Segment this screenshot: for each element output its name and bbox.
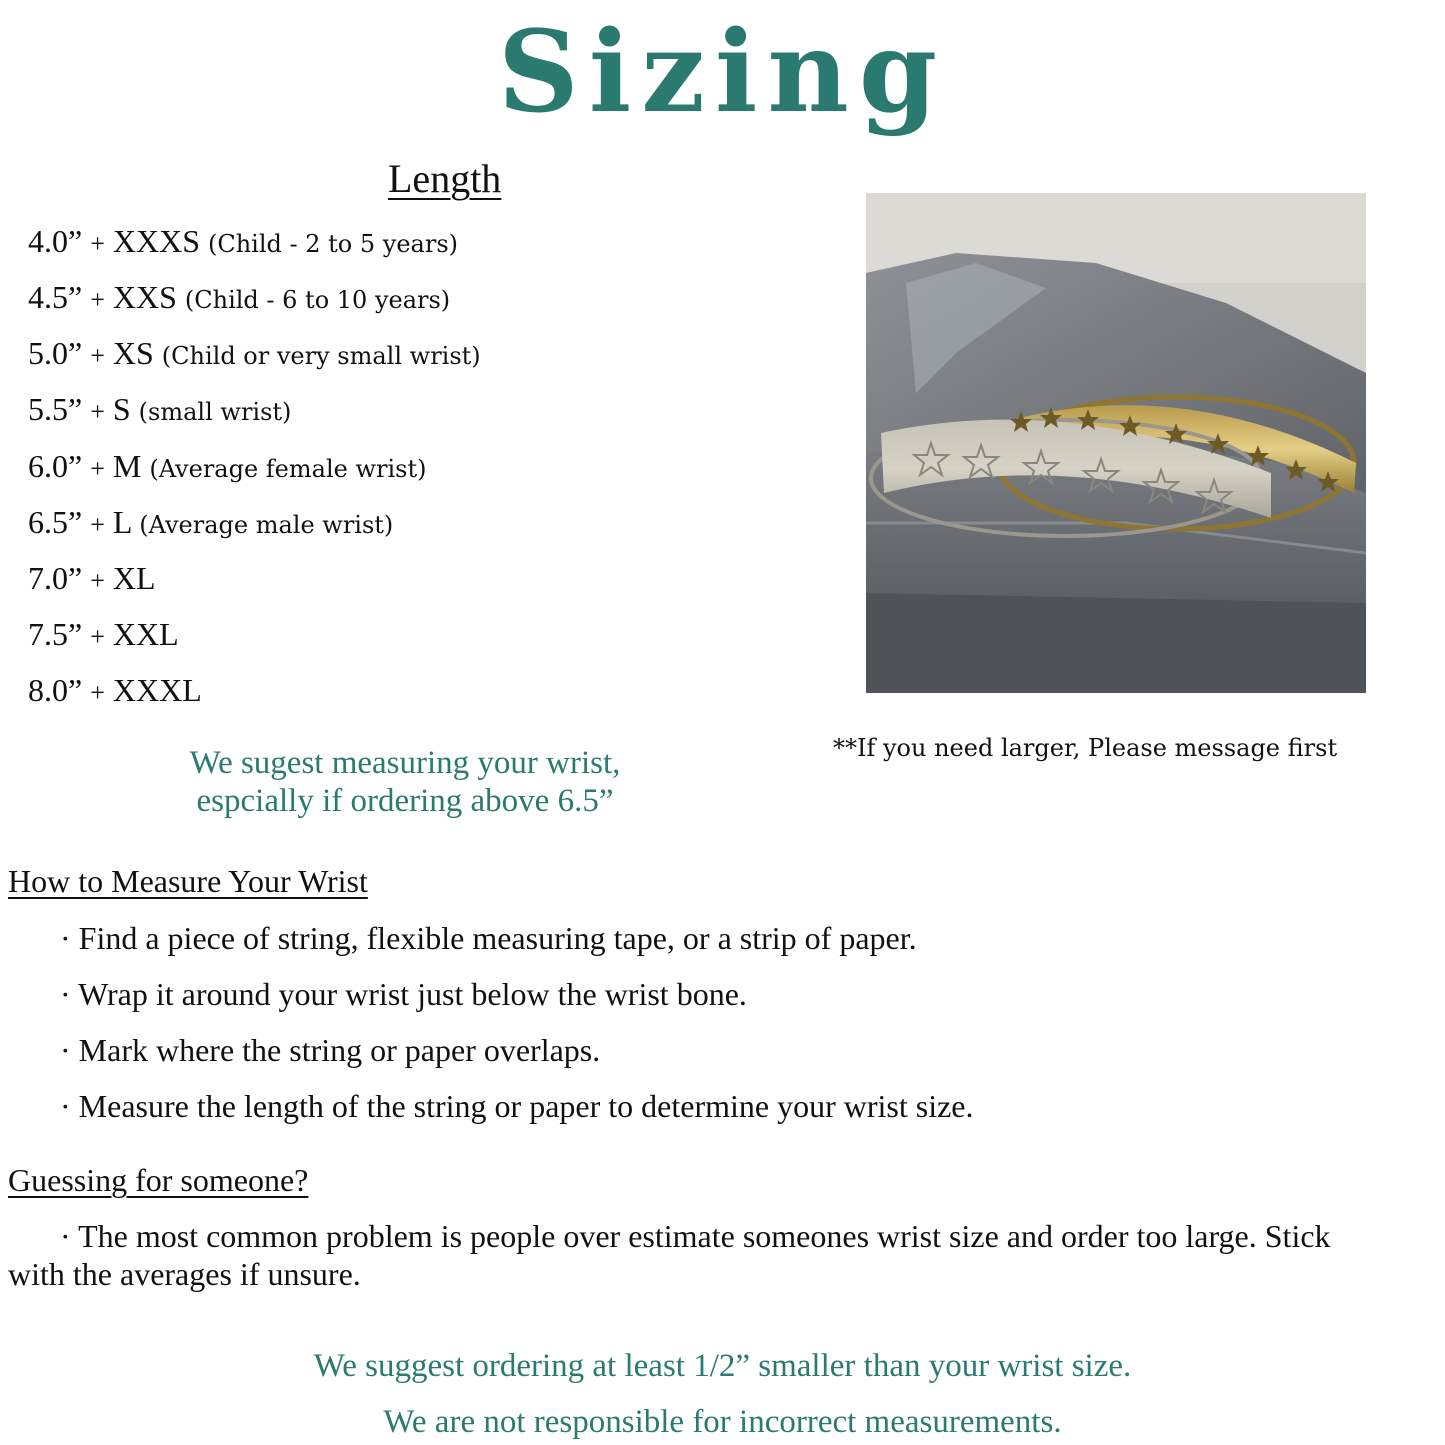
guessing-text: · The most common problem is people over estimate someones wrist size and order too large. Stick with the averages if unsure.: [8, 1218, 1331, 1292]
size-plus: +: [90, 454, 105, 483]
measure-step: · Measure the length of the string or paper to determine your wrist size.: [60, 1088, 974, 1124]
size-row: [28, 333, 481, 376]
size-plus: +: [90, 285, 105, 314]
size-length: 7.5”: [28, 616, 83, 652]
size-plus: +: [90, 622, 105, 651]
larger-size-note: **If you need larger, Please message first: [833, 734, 1338, 762]
size-code: XXXS: [112, 223, 200, 259]
size-note: (Average male wrist): [139, 511, 394, 539]
size-length: 5.5”: [28, 391, 83, 427]
suggestion-line: espcially if ordering above 6.5”: [196, 783, 614, 819]
size-length: 4.0”: [28, 223, 83, 259]
size-code: XS: [112, 335, 154, 371]
size-row: [28, 277, 450, 320]
size-note: (Child - 2 to 5 years): [208, 230, 459, 258]
bracelet-photo-graphic: [866, 193, 1366, 693]
bracelet-photo: [866, 193, 1366, 693]
measure-step: · Find a piece of string, flexible measuring tape, or a strip of paper.: [60, 920, 917, 956]
size-code: XXS: [112, 279, 177, 315]
size-plus: +: [90, 397, 105, 426]
size-note: (Child - 6 to 10 years): [184, 286, 451, 314]
measure-heading: How to Measure Your Wrist: [8, 863, 368, 899]
suggestion-line: We sugest measuring your wrist,: [189, 745, 621, 781]
size-code: S: [112, 391, 131, 427]
size-row: [28, 558, 156, 601]
size-row: [28, 614, 179, 657]
size-plus: +: [90, 566, 105, 595]
size-code: XL: [112, 560, 156, 596]
footer-line: We suggest ordering at least 1/2” smaller than your wrist size.: [313, 1348, 1132, 1384]
size-length: 8.0”: [28, 672, 83, 708]
size-row: [28, 670, 202, 713]
size-plus: +: [90, 229, 105, 258]
size-row: [28, 389, 291, 432]
size-note: (Child or very small wrist): [161, 342, 481, 370]
size-plus: +: [90, 510, 105, 539]
size-length: 7.0”: [28, 560, 83, 596]
size-plus: +: [90, 341, 105, 370]
length-heading: Length: [388, 156, 502, 201]
size-note: (small wrist): [138, 398, 292, 426]
size-length: 6.5”: [28, 504, 83, 540]
page-title: Sizing: [497, 7, 948, 138]
size-code: XXL: [112, 616, 179, 652]
size-length: 4.5”: [28, 279, 83, 315]
measure-step: · Mark where the string or paper overlaps.: [60, 1032, 601, 1068]
measure-step: · Wrap it around your wrist just below the wrist bone.: [60, 976, 747, 1012]
size-note: (Average female wrist): [149, 455, 427, 483]
size-row: [28, 221, 458, 264]
size-length: 6.0”: [28, 448, 83, 484]
wrist-measure-suggestion: [80, 744, 730, 820]
size-row: [28, 446, 426, 489]
guessing-heading: Guessing for someone?: [8, 1162, 309, 1198]
footer-line: We are not responsible for incorrect measurements.: [383, 1404, 1062, 1440]
size-plus: +: [90, 678, 105, 707]
size-code: M: [112, 448, 142, 484]
size-code: XXXL: [112, 672, 202, 708]
size-code: L: [112, 504, 132, 540]
size-row: [28, 502, 393, 545]
size-length: 5.0”: [28, 335, 83, 371]
